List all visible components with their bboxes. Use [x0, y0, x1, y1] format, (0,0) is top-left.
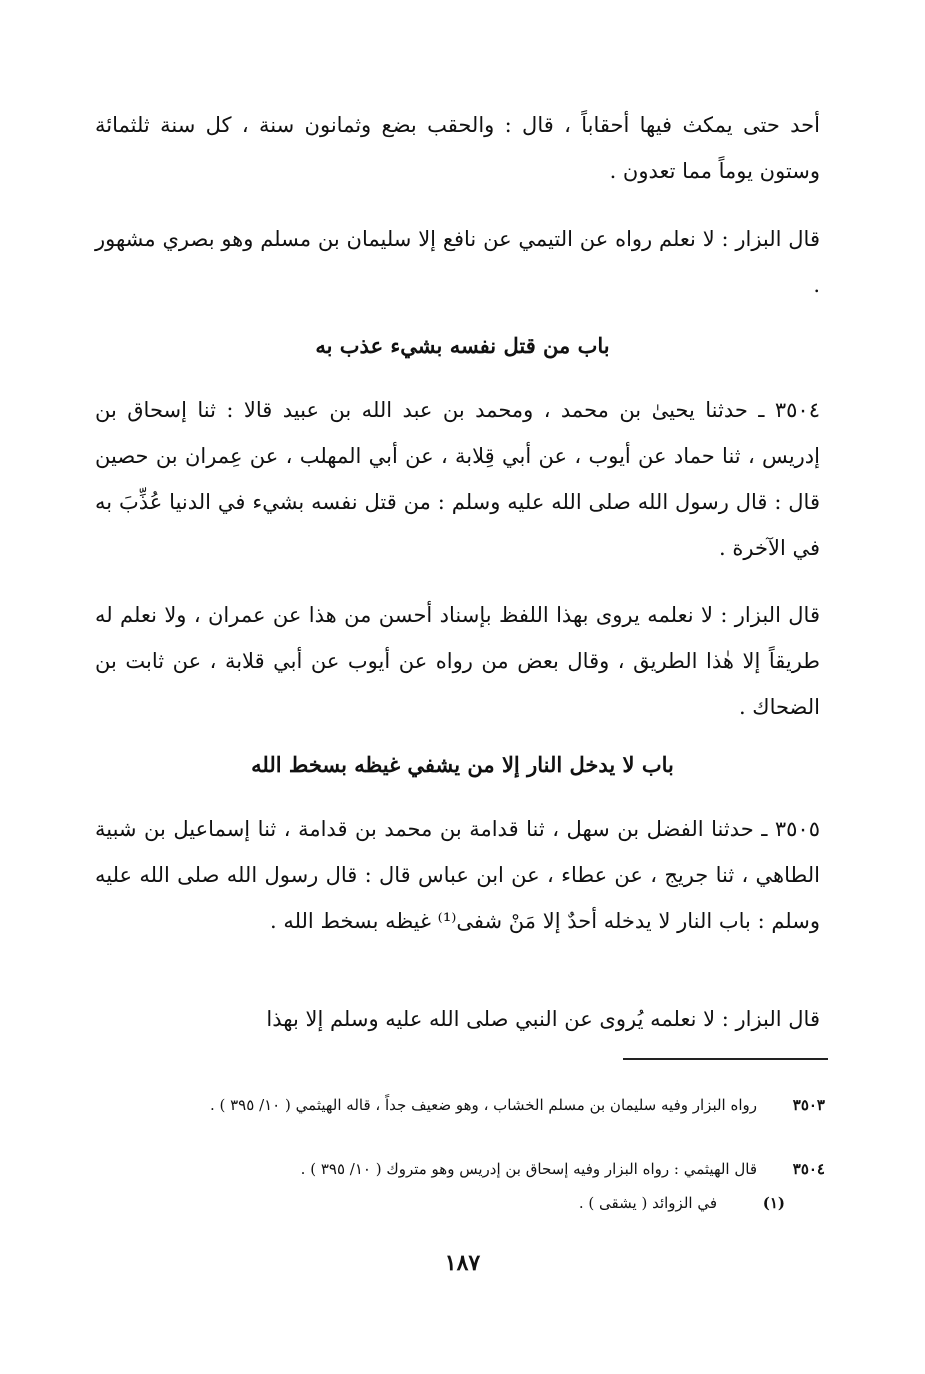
- page-number: ١٨٧: [444, 1250, 481, 1276]
- footnote-1: [110, 1186, 785, 1220]
- footnote-text: رواه البزار وفيه سليمان بن مسلم الخشاب ، وهو ضعيف جداً ، قاله الهيثمي ( ١٠/ ٣٩٥ ) .: [209, 1096, 757, 1114]
- footnote-text: في الزوائد ( يشقى ) .: [578, 1194, 717, 1212]
- footnote-number: ٣٥٠٣: [792, 1096, 825, 1114]
- paragraph-bazzar-comment-1: قال البزار : لا نعلم رواه عن التيمي عن نافع إلا سليمان بن مسلم وهو بصري مشهور .: [95, 227, 820, 297]
- chapter-heading-anger: باب لا يدخل النار إلا من يشفي غيظه بسخط الله: [251, 752, 674, 777]
- hadith-3505: ٣٥٠٥ ـ حدثنا الفضل بن سهل ، ثنا قدامة بن محمد بن قدامة ، ثنا إسماعيل بن شبية الطاهي ، ثنا جريج ، عن عطاء ، عن ابن عباس قال : قال رسول الله صلى الله عليه وسلم : باب النار لا يدخله أحدٌ إلا مَنْ شفى⁽¹⁾ غيظه بسخط الله .: [95, 817, 820, 933]
- paragraph-bazzar-comment-3: قال البزار : لا نعلمه يُروى عن النبي صلى الله عليه وسلم إلا بهذا: [266, 1007, 820, 1031]
- footnote-number: (١): [762, 1194, 785, 1212]
- paragraph-bazzar-comment-2: قال البزار : لا نعلمه يروى بهذا اللفظ بإسناد أحسن من هذا عن عمران ، ولا نعلم له طريقاً إلا هٰذا الطريق ، وقال بعض من رواه عن أيوب عن أبي قلابة ، عن ثابت بن الضحاك .: [95, 603, 820, 719]
- chapter-heading-suicide: باب من قتل نفسه بشيء عذب به: [315, 333, 610, 358]
- paragraph-continuation: أحد حتى يمكث فيها أحقاباً ، قال : والحقب بضع وثمانون سنة ، كل سنة ثلثمائة وستون يوماً مما تعدون .: [95, 113, 820, 183]
- footnote-text: قال الهيثمي : رواه البزار وفيه إسحاق بن إدريس وهو متروك ( ١٠/ ٣٩٥ ) .: [300, 1160, 757, 1178]
- footnote-number: ٣٥٠٤: [792, 1160, 825, 1178]
- hadith-3504: ٣٥٠٤ ـ حدثنا يحيىٰ بن محمد ، ومحمد بن عبد الله بن عبيد قالا : ثنا إسحاق بن إدريس ، ثنا حماد عن أيوب ، عن أبي قِلابة ، عن أبي المهلب ، عن عِمران بن حصين قال : قال رسول الله صلى الله عليه وسلم : من قتل نفسه بشيء في الدنيا عُذِّبَ به في الآخرة .: [95, 398, 820, 560]
- footnote-divider: [623, 1058, 828, 1060]
- footnote-3504: [110, 1152, 825, 1186]
- footnote-3503: [110, 1088, 825, 1122]
